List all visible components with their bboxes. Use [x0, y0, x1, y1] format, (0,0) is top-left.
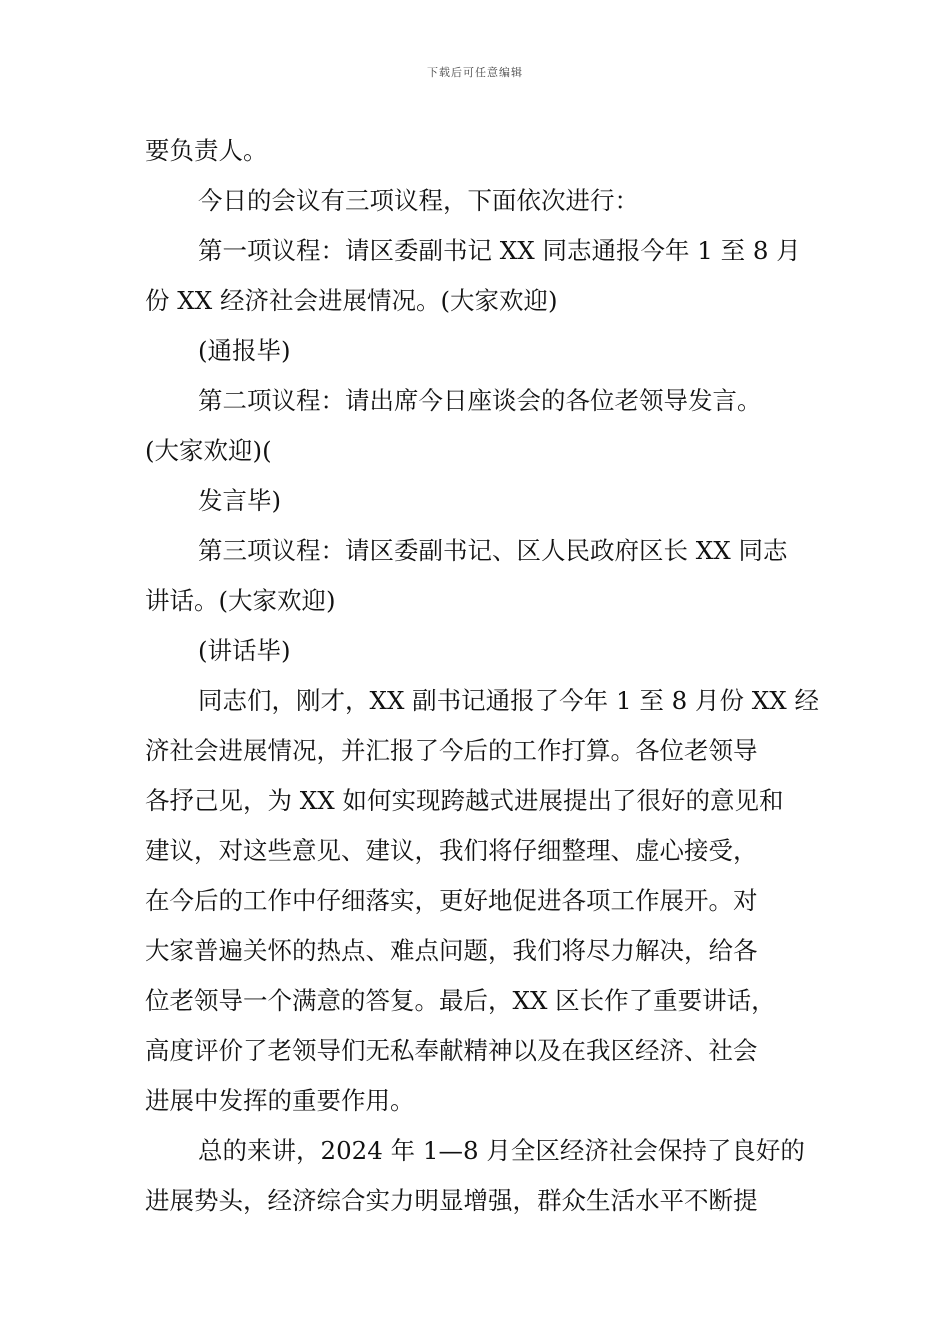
text-line: 高度评价了老领导们无私奉献精神以及在我区经济、社会: [145, 1036, 758, 1065]
text-line: 进展中发挥的重要作用。: [145, 1086, 415, 1115]
text-line: 同志们，刚才，XX 副书记通报了今年 1 至 8 月份 XX 经: [198, 686, 819, 715]
text-line: 讲话。(大家欢迎): [145, 586, 336, 615]
text-line: 进展势头，经济综合实力明显增强，群众生活水平不断提: [145, 1186, 758, 1215]
text-line: 第二项议程：请出席今日座谈会的各位老领导发言。: [198, 386, 762, 415]
text-line: 第一项议程：请区委副书记 XX 同志通报今年 1 至 8 月: [198, 236, 801, 265]
text-line: 总的来讲，2024 年 1—8 月全区经济社会保持了良好的: [198, 1136, 805, 1165]
text-line: 大家普遍关怀的热点、难点问题，我们将尽力解决，给各: [145, 936, 758, 965]
text-line: 第三项议程：请区委副书记、区人民政府区长 XX 同志: [198, 536, 788, 565]
text-line: 要负责人。: [145, 136, 268, 165]
text-line: (大家欢迎)(: [145, 436, 272, 465]
text-line: 今日的会议有三项议程，下面依次进行：: [198, 186, 639, 215]
text-line: 位老领导一个满意的答复。最后，XX 区长作了重要讲话，: [145, 986, 776, 1015]
text-line: 济社会进展情况，并汇报了今后的工作打算。各位老领导: [145, 736, 758, 765]
text-line: (通报毕): [198, 336, 291, 365]
text-line: 发言毕): [198, 486, 282, 515]
text-line: 份 XX 经济社会进展情况。(大家欢迎): [145, 286, 558, 315]
text-line: 建议，对这些意见、建议，我们将仔细整理、虚心接受，: [145, 836, 758, 865]
document-body: [145, 126, 819, 1226]
text-line: (讲话毕): [198, 636, 291, 665]
text-line: 各抒己见，为 XX 如何实现跨越式进展提出了很好的意见和: [145, 786, 784, 815]
text-line: 在今后的工作中仔细落实，更好地促进各项工作展开。对: [145, 886, 758, 915]
page-header: 下载后可任意编辑: [427, 66, 523, 79]
